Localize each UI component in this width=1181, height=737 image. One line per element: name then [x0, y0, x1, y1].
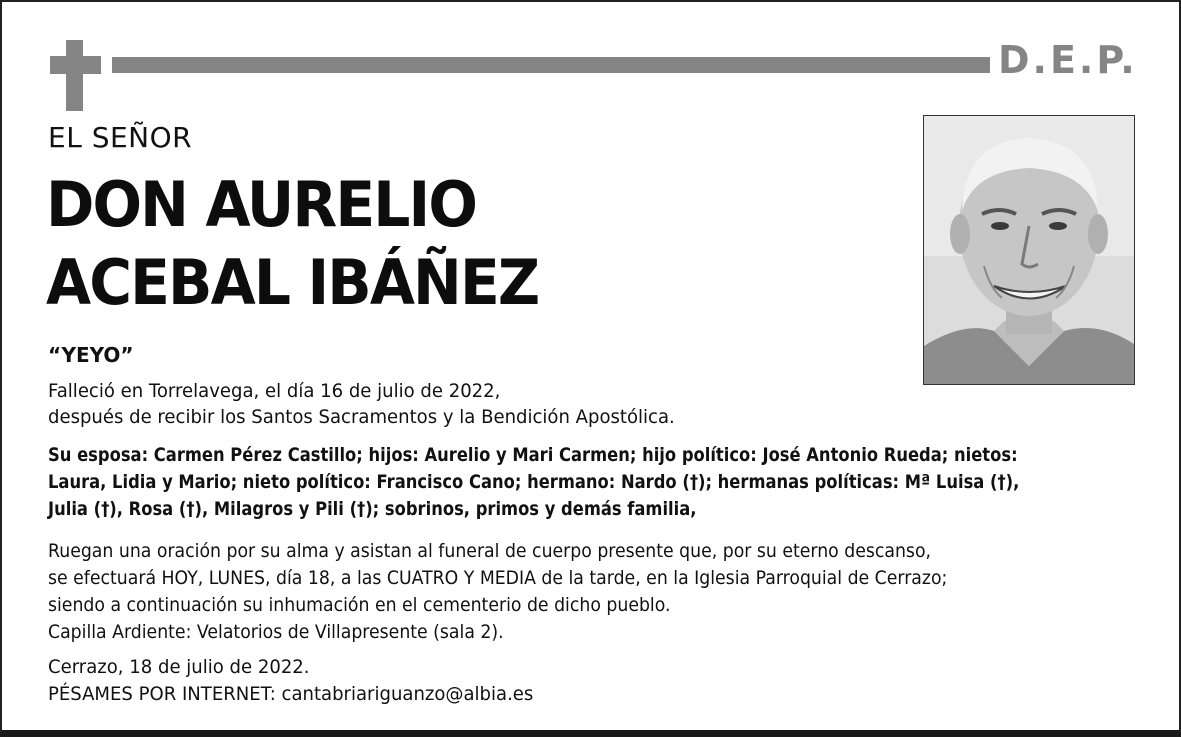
ceremony-line: siendo a continuación su inhumación en el cementerio de dicho pueblo.: [48, 594, 671, 616]
honorific-title: EL SEÑOR: [48, 121, 193, 154]
deceased-nickname: “YEYO”: [48, 343, 134, 367]
place-date: Cerrazo, 18 de julio de 2022.: [48, 656, 310, 678]
ceremony-line: Ruegan una oración por su alma y asistan al funeral de cuerpo presente que, por su eterno descanso,: [48, 540, 932, 562]
death-info-line: Falleció en Torrelavega, el día 16 de julio de 2022,: [48, 380, 501, 402]
death-info-line: después de recibir los Santos Sacramentos y la Bendición Apostólica.: [48, 406, 675, 428]
footer-info: [48, 654, 533, 708]
header-rule: [112, 57, 990, 73]
ceremony-line: se efectuará HOY, LUNES, día 18, a las CUATRO Y MEDIA de la tarde, en la Iglesia Parroquial de Cerrazo;: [48, 567, 948, 589]
family-list: [48, 442, 1019, 523]
dep-badge: D.E.P.: [998, 38, 1138, 82]
portrait-illustration: [924, 116, 1134, 384]
deceased-photo: [923, 115, 1135, 385]
cross-vertical-bar: [66, 40, 83, 111]
death-info: [48, 378, 675, 430]
ceremony-info: [48, 538, 947, 646]
deceased-name-line1: DON AURELIO: [46, 168, 477, 241]
deceased-name-line2: ACEBAL IBÁÑEZ: [46, 246, 539, 319]
family-line: Laura, Lidia y Mario; nieto político: Francisco Cano; hermano: Nardo (†); hermanas políticas: Mª Luisa (†),: [48, 471, 1020, 493]
condolences-contact: PÉSAMES POR INTERNET: cantabriariguanzo@albia.es: [48, 683, 534, 705]
cross-horizontal-bar: [50, 56, 101, 74]
family-line: Su esposa: Carmen Pérez Castillo; hijos: Aurelio y Mari Carmen; hijo político: José Antonio Rueda; nietos:: [48, 444, 1018, 466]
ceremony-line: Capilla Ardiente: Velatorios de Villapresente (sala 2).: [48, 621, 504, 643]
family-line: Julia (†), Rosa (†), Milagros y Pili (†); sobrinos, primos y demás familia,: [48, 498, 697, 520]
